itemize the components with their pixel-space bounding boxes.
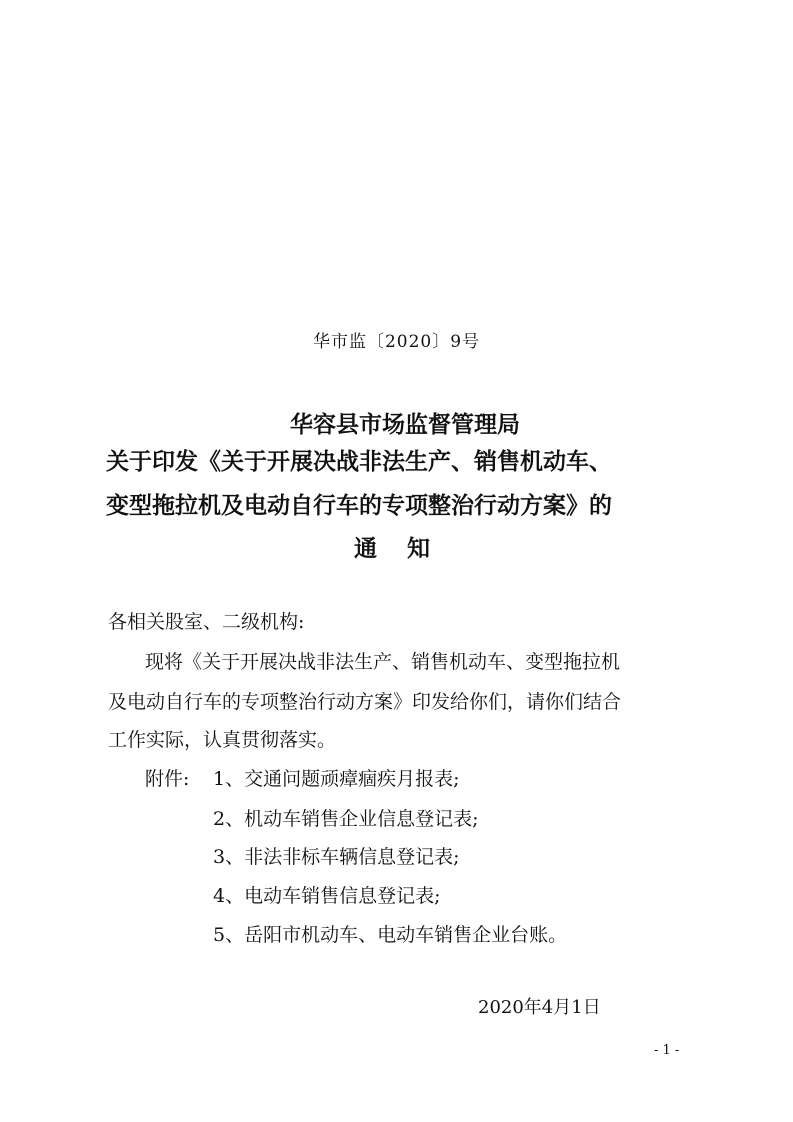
title-line-2: 关于印发《关于开展决战非法生产、销售机动车、 xyxy=(106,449,612,475)
title-notice: 通知 xyxy=(354,536,460,562)
page-number: - 1 - xyxy=(654,1043,680,1058)
paragraph-line-1: 现将《关于开展决战非法生产、销售机动车、变型拖拉机 xyxy=(145,651,621,673)
paragraph-line-3: 工作实际，认真贯彻落实。 xyxy=(108,729,337,751)
title-issuer: 华容县市场监督管理局 xyxy=(290,412,520,438)
attachment-item: 4、电动车销售信息登记表; xyxy=(213,885,441,907)
title-line-3: 变型拖拉机及电动自行车的专项整治行动方案》的 xyxy=(106,493,612,519)
issue-date: 2020年4月1日 xyxy=(478,997,601,1018)
attachment-item: 2、机动车销售企业信息登记表; xyxy=(213,808,479,830)
salutation: 各相关股室、二级机构: xyxy=(108,611,305,633)
paragraph-line-2: 及电动自行车的专项整治行动方案》印发给你们，请你们结合 xyxy=(108,691,622,713)
attachment-item: 1、交通问题顽瘴痼疾月报表; xyxy=(213,768,460,790)
document-number: 华市监〔2020〕9号 xyxy=(312,332,481,352)
attachment-item: 5、岳阳市机动车、电动车销售企业台账。 xyxy=(213,924,568,946)
attachments-label: 附件: xyxy=(145,768,190,790)
attachment-item: 3、非法非标车辆信息登记表; xyxy=(213,846,460,868)
